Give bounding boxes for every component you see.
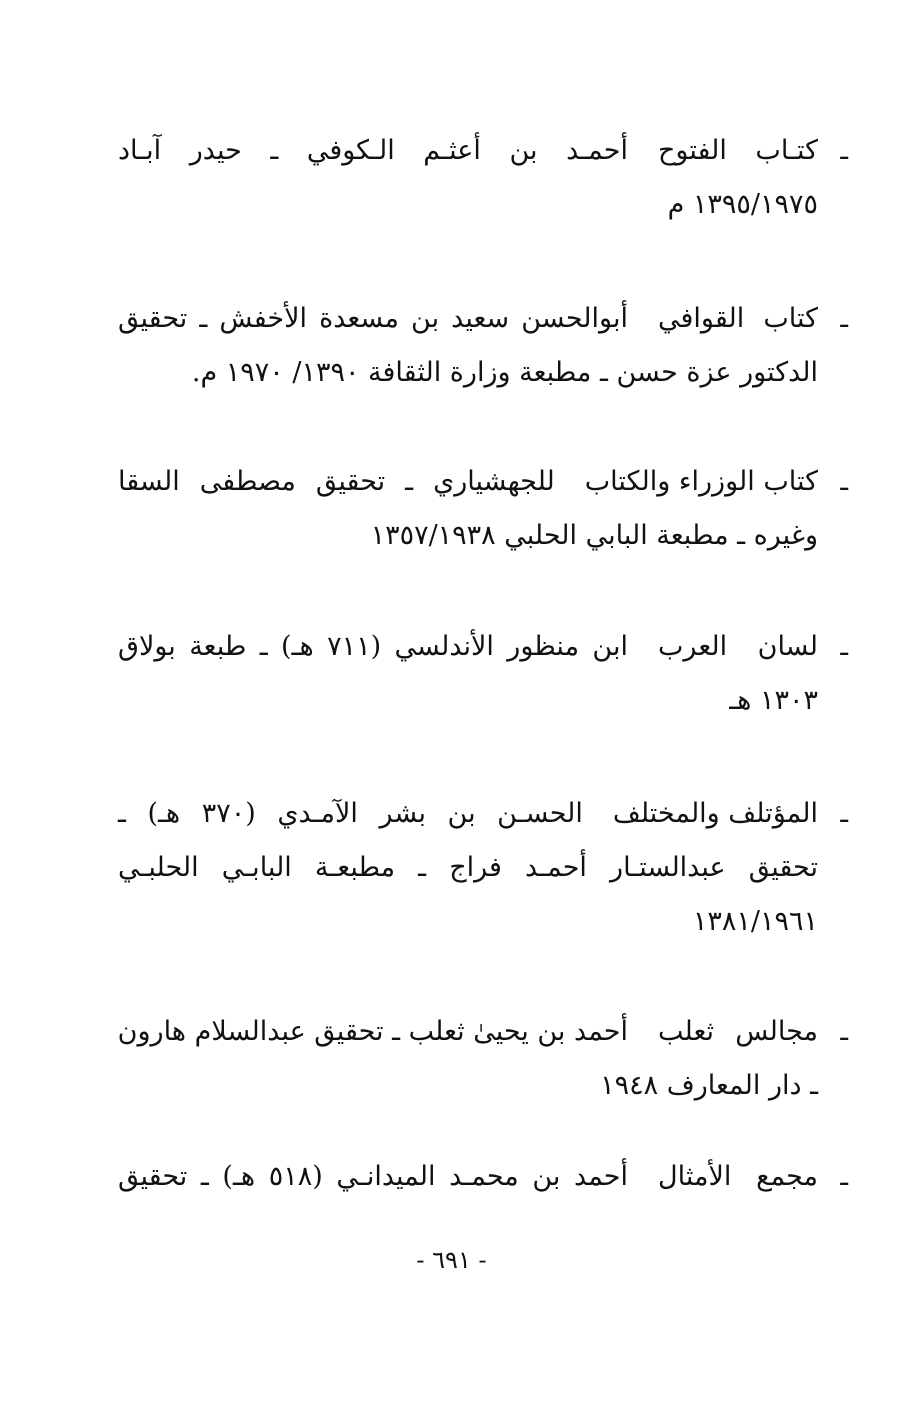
entry-title: لسان العرب	[658, 631, 818, 662]
entry-title: مجمع الأمثال	[658, 1161, 818, 1192]
entry-dash: ـ	[840, 304, 848, 334]
entry-title: كتاب الوزراء والكتاب	[584, 466, 818, 497]
entry-author-details: ابن منظور الأندلسي (٧١١ هـ) ـ طبعة بولاق	[118, 631, 628, 662]
bibliography-entry	[118, 292, 848, 400]
entry-title: كتاب القوافي	[658, 303, 818, 334]
entry-title: المؤتلف والمختلف	[612, 798, 818, 829]
entry-continuation: وغيره ـ مطبعة البابي الحلبي ١٣٥٧/١٩٣٨	[370, 520, 818, 551]
entry-dash: ـ	[840, 467, 848, 497]
bibliography-entry	[118, 455, 848, 563]
bibliography-entry	[118, 124, 848, 232]
entry-author-details: أبوالحسن سعيد بن مسعدة الأخفش ـ تحقيق	[118, 303, 628, 334]
entry-first-line	[118, 1005, 818, 1059]
bibliography-entry	[118, 1150, 848, 1204]
bibliography-entry	[117, 1005, 848, 1113]
entry-title: كتـاب الفتوح	[658, 135, 818, 166]
entry-dash: ـ	[840, 136, 848, 166]
entry-title: مجالس ثعلب	[658, 1016, 818, 1047]
entry-continuation: ـ دار المعارف ١٩٤٨	[600, 1070, 818, 1101]
entry-first-line	[118, 455, 818, 509]
entry-first-line	[118, 620, 818, 674]
entry-first-line	[118, 124, 818, 178]
entry-continuation: تحقيق عبدالستـار أحمـد فراج ـ مطبعـة البابـي الحلبـي	[118, 852, 818, 883]
entry-author-details: للجهشياري ـ تحقيق مصطفى السقا	[118, 466, 555, 497]
entry-author-details: أحمد بن يحيىٰ ثعلب ـ تحقيق عبدالسلام هارون	[117, 1016, 628, 1047]
entry-author-details: أحمد بن محمـد الميدانـي (٥١٨ هـ) ـ تحقيق	[118, 1161, 628, 1192]
page-number: - ٦٩١ -	[416, 1246, 487, 1274]
entry-first-line	[118, 787, 818, 841]
entry-continuation: الدكتور عزة حسن ـ مطبعة وزارة الثقافة ١٣٩٠/ ١٩٧٠ م.	[191, 357, 818, 388]
entry-author-details: أحمـد بن أعثـم الـكوفي ـ حيدر آبـاد	[118, 135, 628, 166]
entry-first-line	[118, 292, 818, 346]
entry-continuation: ١٣٩٥/١٩٧٥ م	[667, 189, 818, 220]
entry-dash: ـ	[840, 632, 848, 662]
entry-continuation: ١٣٨١/١٩٦١	[692, 906, 818, 937]
entry-first-line	[118, 1150, 818, 1204]
entry-dash: ـ	[840, 799, 848, 829]
entry-dash: ـ	[840, 1017, 848, 1047]
bibliography-entry	[118, 787, 848, 949]
entry-continuation: ١٣٠٣ هـ	[729, 685, 818, 716]
entry-author-details: الحسـن بن بشر الآمـدي (٣٧٠ هـ) ـ	[118, 798, 583, 829]
bibliography-entry	[118, 620, 848, 728]
entry-dash: ـ	[840, 1162, 848, 1192]
